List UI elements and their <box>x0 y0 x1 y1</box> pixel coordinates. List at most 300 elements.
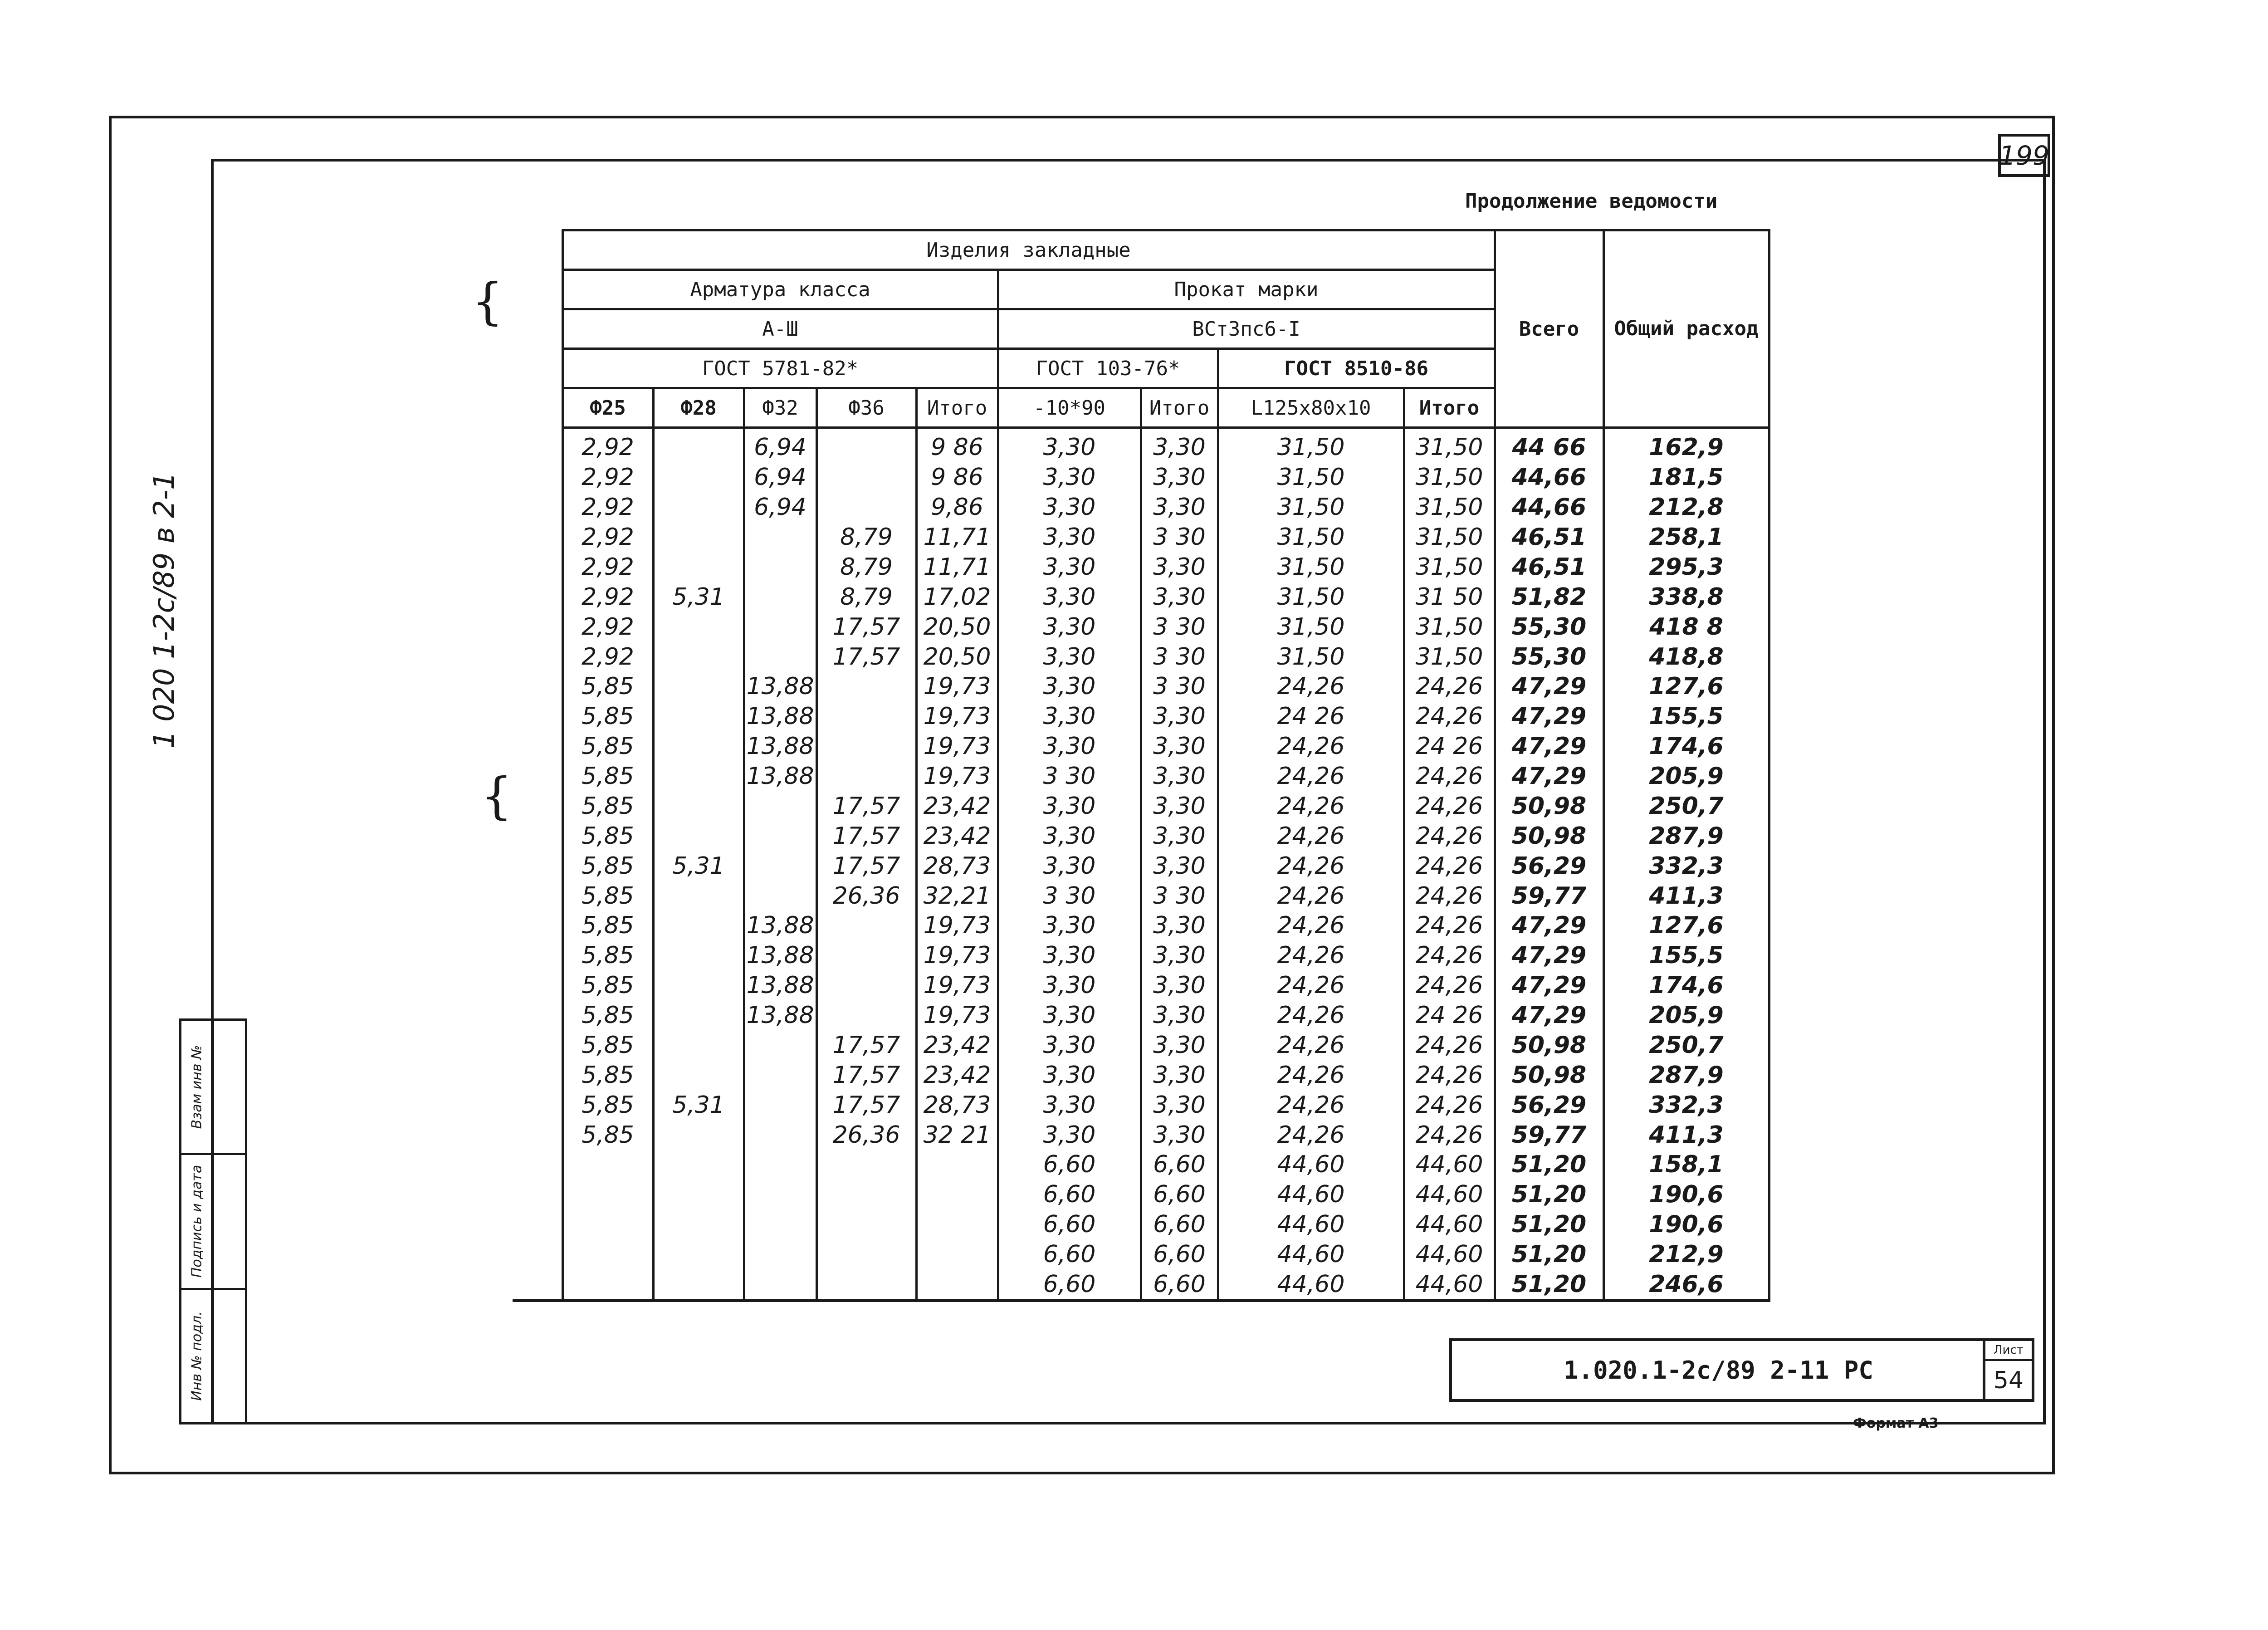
table-cell: 5,85 <box>562 791 653 821</box>
table-cell: 24 26 <box>1404 731 1495 761</box>
table-cell: 31,50 <box>1404 522 1495 552</box>
table-row <box>513 1060 1769 1090</box>
table-cell: 31,50 <box>1218 492 1404 522</box>
table-cell: 3,30 <box>998 582 1141 612</box>
table-cell: 24,26 <box>1404 821 1495 851</box>
table-cell: 59,77 <box>1495 881 1603 911</box>
header-col-d36: Ф36 <box>816 388 916 428</box>
table-cell: 31,50 <box>1218 462 1404 492</box>
table-cell: 246,6 <box>1603 1269 1769 1301</box>
table-cell: 6,60 <box>1141 1180 1218 1209</box>
table-cell: 250,7 <box>1603 1030 1769 1060</box>
table-cell: 5,85 <box>562 821 653 851</box>
table-row <box>513 881 1769 911</box>
table-cell <box>653 612 744 642</box>
table-cell <box>653 522 744 552</box>
header-col-angle-total: Итого <box>1404 388 1495 428</box>
margin-cell <box>513 230 562 270</box>
table-cell: 3,30 <box>998 612 1141 642</box>
table-cell <box>653 1209 744 1239</box>
table-cell <box>562 1269 653 1301</box>
table-cell: 212,8 <box>1603 492 1769 522</box>
table-cell: 190,6 <box>1603 1209 1769 1239</box>
table-cell: 23,42 <box>916 821 998 851</box>
table-cell: 3,30 <box>998 428 1141 463</box>
table-row <box>513 492 1769 522</box>
margin-cell <box>513 388 562 428</box>
header-rebar-gost: ГОСТ 5781-82* <box>562 349 998 388</box>
margin-cell <box>513 1150 562 1180</box>
table-cell <box>653 1269 744 1301</box>
stamp-label-inv-podl: Взам инв № <box>189 1045 205 1129</box>
table-cell: 28,73 <box>916 1090 998 1120</box>
header-group-top: Изделия закладные <box>562 230 1495 270</box>
table-row <box>513 731 1769 761</box>
stamp-cell <box>214 1155 245 1289</box>
table-cell: 47,29 <box>1495 761 1603 791</box>
margin-cell <box>513 1209 562 1239</box>
table-cell: 5,85 <box>562 1120 653 1150</box>
table-cell: 31,50 <box>1218 582 1404 612</box>
table-cell: 3,30 <box>1141 821 1218 851</box>
table-cell: 2,92 <box>562 582 653 612</box>
margin-cell <box>513 349 562 388</box>
table-cell: 24,26 <box>1404 701 1495 731</box>
table-row <box>513 970 1769 1000</box>
table-cell: 212,9 <box>1603 1239 1769 1269</box>
table-cell: 26,36 <box>816 881 916 911</box>
table-cell: 24,26 <box>1404 851 1495 881</box>
table-cell: 23,42 <box>916 791 998 821</box>
table-cell: 24,26 <box>1404 1030 1495 1060</box>
table-cell: 3,30 <box>998 1060 1141 1090</box>
table-cell <box>816 428 916 463</box>
table-cell <box>916 1209 998 1239</box>
margin-cell <box>513 761 562 791</box>
margin-cell <box>513 1239 562 1269</box>
margin-cell <box>513 462 562 492</box>
header-col-d28: Ф28 <box>653 388 744 428</box>
table-cell: 3,30 <box>998 462 1141 492</box>
table-cell: 44,60 <box>1218 1150 1404 1180</box>
table-cell <box>744 1180 816 1209</box>
header-rolled-grade: ВСт3пс6-I <box>998 309 1495 349</box>
table-cell: 411,3 <box>1603 881 1769 911</box>
table-cell: 31 50 <box>1404 582 1495 612</box>
table-cell <box>653 1000 744 1030</box>
margin-cell <box>513 1090 562 1120</box>
table-cell: 5,85 <box>562 910 653 940</box>
margin-cell <box>513 270 562 309</box>
table-cell: 13,88 <box>744 910 816 940</box>
table-cell: 6,60 <box>998 1239 1141 1269</box>
table-cell: 2,92 <box>562 642 653 672</box>
table-cell: 31,50 <box>1218 642 1404 672</box>
table-cell: 31,50 <box>1218 428 1404 463</box>
table-cell: 3,30 <box>998 731 1141 761</box>
table-cell: 47,29 <box>1495 731 1603 761</box>
table-cell: 51,20 <box>1495 1209 1603 1239</box>
table-cell: 3 30 <box>1141 671 1218 701</box>
table-cell: 3,30 <box>998 940 1141 970</box>
table-cell <box>816 462 916 492</box>
table-cell <box>916 1239 998 1269</box>
table-cell: 24,26 <box>1218 940 1404 970</box>
sheet-number: 54 <box>1993 1367 2024 1394</box>
table-cell: 47,29 <box>1495 1000 1603 1030</box>
table-cell: 44,60 <box>1218 1269 1404 1301</box>
table-cell: 13,88 <box>744 731 816 761</box>
table-cell: 24,26 <box>1218 1000 1404 1030</box>
header-rolled-gost1: ГОСТ 103-76* <box>998 349 1218 388</box>
table-cell <box>653 970 744 1000</box>
stamp-cell <box>181 1290 212 1422</box>
table-cell: 6,94 <box>744 428 816 463</box>
table-row <box>513 1150 1769 1180</box>
table-cell <box>816 1000 916 1030</box>
table-cell <box>653 761 744 791</box>
table-cell <box>653 428 744 463</box>
table-cell: 3,30 <box>998 492 1141 522</box>
table-cell: 3,30 <box>1141 428 1218 463</box>
continuation-title: Продолжение ведомости <box>1465 190 1718 213</box>
table-cell <box>816 970 916 1000</box>
table-cell: 190,6 <box>1603 1180 1769 1209</box>
table-cell: 338,8 <box>1603 582 1769 612</box>
header-col-d32: Ф32 <box>744 388 816 428</box>
table-cell: 31,50 <box>1404 612 1495 642</box>
table-cell: 46,51 <box>1495 552 1603 582</box>
table-cell: 5,31 <box>653 851 744 881</box>
table-cell <box>653 1030 744 1060</box>
table-cell: 55,30 <box>1495 642 1603 672</box>
table-cell <box>653 1239 744 1269</box>
margin-cell <box>513 1120 562 1150</box>
table-cell: 418 8 <box>1603 612 1769 642</box>
table-cell <box>916 1150 998 1180</box>
table-cell <box>653 1150 744 1180</box>
table-cell: 44,60 <box>1218 1209 1404 1239</box>
table-cell: 6,94 <box>744 492 816 522</box>
sheet-label: Лист <box>1985 1341 2032 1361</box>
table-row <box>513 701 1769 731</box>
table-cell: 44 66 <box>1495 428 1603 463</box>
table-cell: 3,30 <box>1141 851 1218 881</box>
table-cell: 47,29 <box>1495 910 1603 940</box>
brace-mark: { <box>472 272 503 330</box>
table-cell: 8,79 <box>816 582 916 612</box>
title-block <box>1449 1338 2034 1402</box>
table-cell: 24,26 <box>1218 1120 1404 1150</box>
table-cell: 51,20 <box>1495 1150 1603 1180</box>
table-cell: 3 30 <box>998 881 1141 911</box>
margin-cell <box>513 1060 562 1090</box>
table-cell: 5,85 <box>562 970 653 1000</box>
table-cell: 5,85 <box>562 701 653 731</box>
table-cell: 6,60 <box>1141 1150 1218 1180</box>
table-cell <box>653 1180 744 1209</box>
table-cell <box>816 492 916 522</box>
table-cell: 56,29 <box>1495 1090 1603 1120</box>
table-cell: 20,50 <box>916 612 998 642</box>
table-row <box>513 1120 1769 1150</box>
table-cell: 6,60 <box>998 1180 1141 1209</box>
table-cell <box>744 1269 816 1301</box>
table-cell: 8,79 <box>816 522 916 552</box>
table-cell: 3,30 <box>998 552 1141 582</box>
table-cell <box>816 910 916 940</box>
table-row <box>513 940 1769 970</box>
table-row <box>513 1180 1769 1209</box>
table-cell: 5,85 <box>562 881 653 911</box>
table-cell <box>562 1150 653 1180</box>
table-cell: 17,57 <box>816 1090 916 1120</box>
table-cell: 51,20 <box>1495 1239 1603 1269</box>
table-cell <box>744 582 816 612</box>
table-cell: 5,85 <box>562 1000 653 1030</box>
margin-cell <box>513 1180 562 1209</box>
table-cell: 13,88 <box>744 701 816 731</box>
table-cell: 3,30 <box>1141 970 1218 1000</box>
table-cell: 3,30 <box>1141 910 1218 940</box>
stamp-label-column <box>181 1021 214 1422</box>
table-cell: 24,26 <box>1218 791 1404 821</box>
stamp-cell <box>181 1021 212 1155</box>
table-cell: 174,6 <box>1603 970 1769 1000</box>
header-rolled-gost2: ГОСТ 8510-86 <box>1218 349 1495 388</box>
table-cell: 11,71 <box>916 552 998 582</box>
sheet-box <box>1983 1341 2032 1399</box>
table-cell <box>653 671 744 701</box>
table-cell <box>816 940 916 970</box>
table-cell: 11,71 <box>916 522 998 552</box>
table-cell: 24,26 <box>1404 671 1495 701</box>
table-cell: 17,57 <box>816 612 916 642</box>
table-cell <box>744 1120 816 1150</box>
table-cell: 181,5 <box>1603 462 1769 492</box>
table-cell: 3 30 <box>1141 522 1218 552</box>
table-cell: 50,98 <box>1495 1030 1603 1060</box>
table-cell <box>562 1239 653 1269</box>
table-cell: 3,30 <box>998 1030 1141 1060</box>
table-cell: 3,30 <box>998 1120 1141 1150</box>
table-cell <box>653 492 744 522</box>
table-cell: 47,29 <box>1495 940 1603 970</box>
table-cell: 6,60 <box>1141 1269 1218 1301</box>
table-row <box>513 821 1769 851</box>
table-cell: 3,30 <box>998 701 1141 731</box>
table-cell <box>653 701 744 731</box>
table-cell <box>916 1269 998 1301</box>
table-cell: 24,26 <box>1218 1090 1404 1120</box>
table-cell: 332,3 <box>1603 851 1769 881</box>
header-col-strip-total: Итого <box>1141 388 1218 428</box>
table-cell: 50,98 <box>1495 1060 1603 1090</box>
table-cell <box>653 791 744 821</box>
header-col-d25: Ф25 <box>562 388 653 428</box>
table-cell <box>653 462 744 492</box>
table-cell: 162,9 <box>1603 428 1769 463</box>
table-cell <box>816 731 916 761</box>
table-cell: 3,30 <box>998 791 1141 821</box>
table-cell: 3,30 <box>1141 1120 1218 1150</box>
table-cell: 5,85 <box>562 731 653 761</box>
table-cell: 44,60 <box>1404 1239 1495 1269</box>
margin-cell <box>513 910 562 940</box>
table-cell <box>653 1120 744 1150</box>
table-row <box>513 1000 1769 1030</box>
table-cell: 3,30 <box>998 1090 1141 1120</box>
table-cell: 3,30 <box>1141 462 1218 492</box>
table-cell: 2,92 <box>562 428 653 463</box>
table-cell: 50,98 <box>1495 821 1603 851</box>
table-cell <box>816 1239 916 1269</box>
table-cell: 3 30 <box>1141 612 1218 642</box>
table-cell <box>653 821 744 851</box>
table-row <box>513 642 1769 672</box>
table-cell <box>744 1239 816 1269</box>
table-cell <box>816 701 916 731</box>
table-row <box>513 851 1769 881</box>
table-cell <box>653 881 744 911</box>
table-cell: 55,30 <box>1495 612 1603 642</box>
table-cell: 3,30 <box>1141 701 1218 731</box>
margin-cell <box>513 1269 562 1301</box>
table-cell <box>816 1269 916 1301</box>
table-cell: 3,30 <box>1141 492 1218 522</box>
table-body <box>513 428 1769 1301</box>
table-cell: 17,57 <box>816 791 916 821</box>
margin-cell <box>513 851 562 881</box>
margin-cell <box>513 492 562 522</box>
table-cell: 47,29 <box>1495 970 1603 1000</box>
embedded-parts-table <box>513 229 1770 1302</box>
table-cell: 158,1 <box>1603 1150 1769 1180</box>
table-cell: 9,86 <box>916 492 998 522</box>
margin-cell <box>513 582 562 612</box>
sheet-corner-number: 199 <box>1998 134 2050 177</box>
table-cell: 24,26 <box>1404 1060 1495 1090</box>
margin-cell <box>513 642 562 672</box>
table-cell: 51,20 <box>1495 1269 1603 1301</box>
margin-cell <box>513 671 562 701</box>
table-cell: 19,73 <box>916 701 998 731</box>
table-cell: 17,57 <box>816 851 916 881</box>
header-col-angle: L125х80х10 <box>1218 388 1404 428</box>
margin-cell <box>513 612 562 642</box>
table-cell: 47,29 <box>1495 671 1603 701</box>
table-cell: 287,9 <box>1603 1060 1769 1090</box>
header-rebar-class: А-Ш <box>562 309 998 349</box>
table-cell: 24,26 <box>1218 881 1404 911</box>
document-code: 1.020.1-2с/89 2-11 РС <box>1564 1356 1873 1385</box>
table-cell <box>744 612 816 642</box>
table-cell: 6,60 <box>1141 1239 1218 1269</box>
brace-mark: { <box>481 767 513 825</box>
table-cell: 5,31 <box>653 1090 744 1120</box>
header-total-all: Всего <box>1495 230 1603 428</box>
format-label: Формат А3 <box>1853 1415 1939 1431</box>
table-row <box>513 761 1769 791</box>
table-cell: 24,26 <box>1404 761 1495 791</box>
table-cell: 44,60 <box>1404 1150 1495 1180</box>
table-cell <box>816 1150 916 1180</box>
table-cell: 32,21 <box>916 881 998 911</box>
table-cell: 56,29 <box>1495 851 1603 881</box>
table-cell <box>744 552 816 582</box>
table-cell: 31,50 <box>1404 552 1495 582</box>
table-cell: 8,79 <box>816 552 916 582</box>
table-cell: 28,73 <box>916 851 998 881</box>
stamp-value-column <box>214 1021 245 1422</box>
table-cell: 17,57 <box>816 642 916 672</box>
table-cell <box>562 1180 653 1209</box>
table-cell: 127,6 <box>1603 671 1769 701</box>
table-cell <box>816 1209 916 1239</box>
margin-cell <box>513 1000 562 1030</box>
table-cell: 5,85 <box>562 761 653 791</box>
table-cell <box>816 671 916 701</box>
table-cell: 13,88 <box>744 940 816 970</box>
stamp-label-signature: Подпись и дата <box>189 1165 205 1278</box>
table-cell: 51,20 <box>1495 1180 1603 1209</box>
table-cell: 44,60 <box>1404 1209 1495 1239</box>
table-cell: 24 26 <box>1218 701 1404 731</box>
table-cell: 24,26 <box>1218 1030 1404 1060</box>
table-row <box>513 428 1769 463</box>
table-cell: 24,26 <box>1218 970 1404 1000</box>
table-cell: 51,82 <box>1495 582 1603 612</box>
margin-cell <box>513 821 562 851</box>
table-cell: 127,6 <box>1603 910 1769 940</box>
table-cell: 250,7 <box>1603 791 1769 821</box>
table-cell: 13,88 <box>744 970 816 1000</box>
table-cell: 24,26 <box>1404 970 1495 1000</box>
table-cell: 2,92 <box>562 552 653 582</box>
table-cell: 3,30 <box>1141 552 1218 582</box>
table-cell: 24,26 <box>1404 910 1495 940</box>
table-row <box>513 671 1769 701</box>
table-cell: 44,60 <box>1218 1239 1404 1269</box>
margin-cell <box>513 970 562 1000</box>
table-cell: 24,26 <box>1404 1090 1495 1120</box>
table-cell: 31,50 <box>1218 552 1404 582</box>
margin-cell <box>513 1030 562 1060</box>
table-cell: 9 86 <box>916 428 998 463</box>
table-row <box>513 582 1769 612</box>
table-cell: 44,66 <box>1495 492 1603 522</box>
table-cell <box>744 642 816 672</box>
table-cell: 205,9 <box>1603 1000 1769 1030</box>
table-row <box>513 1239 1769 1269</box>
table-cell: 3,30 <box>1141 940 1218 970</box>
table-cell: 17,57 <box>816 821 916 851</box>
table-cell <box>744 1060 816 1090</box>
table-cell: 24,26 <box>1404 881 1495 911</box>
table-cell <box>653 910 744 940</box>
table-cell: 19,73 <box>916 671 998 701</box>
table-cell: 2,92 <box>562 612 653 642</box>
table-cell: 332,3 <box>1603 1090 1769 1120</box>
table-cell: 3 30 <box>1141 642 1218 672</box>
table-cell: 19,73 <box>916 1000 998 1030</box>
table-cell: 3 30 <box>998 761 1141 791</box>
table-cell <box>744 821 816 851</box>
table-row <box>513 1209 1769 1239</box>
margin-cell <box>513 881 562 911</box>
margin-cell <box>513 428 562 463</box>
table-cell: 5,31 <box>653 582 744 612</box>
